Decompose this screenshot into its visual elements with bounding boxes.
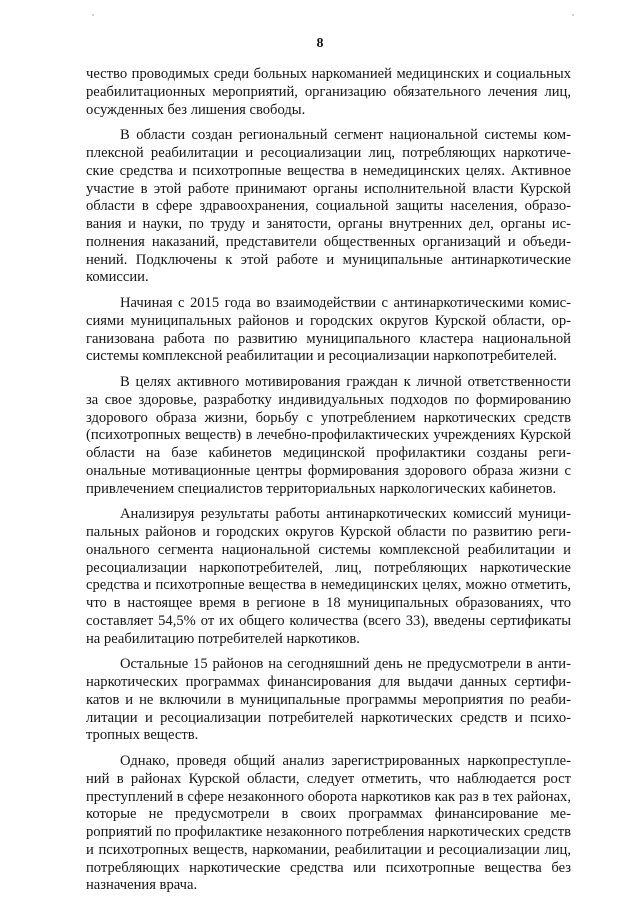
document-body [86, 66, 571, 895]
paragraph-continuation: чество проводимых среди больных наркоманией медицинских и социальных реабилитационных мероприятий, организацию обязательного лечения лиц, осужденных без лишения свободы. [86, 66, 571, 118]
paragraph-municipal-cluster: Начиная с 2015 года во взаимодействии с антинаркотическими комиссиями муниципальных районов и городских округов Курской области, организована работа по развитию муниципального кластера национальной системы комплексной реабилитации и ресоциализации наркопотребителей. [86, 295, 571, 365]
scan-mark [572, 14, 574, 16]
page-number: 8 [316, 36, 324, 51]
paragraph-analysis-certificates: Анализируя результаты работы антинаркотических комиссий муниципальных районов и городских округов Курской области по развитию регионального сегмента национальной системы комплексной реабилитации и ресоциализации наркопотребителей, лиц, потребляющих наркотические средства и психотропные вещества в немедицинских целях, можно отметить, что в настоящее время в регионе в 18 муниципальных образованиях, что составляет 54,5% от их общего количества (всего 33), введены сертификаты на реабилитацию потребителей наркотиков. [86, 506, 571, 647]
paragraph-crime-growth: Однако, проведя общий анализ зарегистрированных наркопреступлений в районах Курской области, следует отметить, что наблюдается рост преступлений в сфере незаконного оборота наркотиков как раз в тех районах, которые не предусмотрели в своих программах финансирование мероприятий по профилактике незаконного потребления наркотических средств и психотропных веществ, наркомании, реабилитации и ресоциализации лиц, потребляющих наркотические средства или психотропные вещества без назначения врача. [86, 753, 571, 894]
paragraph-regional-segment: В области создан региональный сегмент национальной системы комплексной реабилитации и ресоциализации лиц, потребляющих наркотические средства и психотропные вещества в немедицинских целях. Активное участие в этой работе принимают органы исполнительной власти Курской области в сфере здравоохранения, социальной защиты населения, образования и науки, по труду и занятости, органы внутренних дел, органы исполнения наказаний, представители общественных организаций и объединений. Подключены к этой работе и муниципальные антинаркотические комиссии. [86, 127, 571, 286]
scan-mark [92, 14, 94, 16]
paragraph-remaining-districts: Остальные 15 районов на сегодняшний день не предусмотрели в антинаркотических программах финансирования для выдачи данных сертификатов и не включили в муниципальные программы мероприятия по реабилитации и ресоциализации потребителей наркотических средств и психотропных веществ. [86, 656, 571, 744]
paragraph-motivation-centers: В целях активного мотивирования граждан к личной ответственности за свое здоровье, разработку индивидуальных подходов по формированию здорового образа жизни, борьбу с употреблением наркотических средств (психотропных веществ) в лечебно-профилактических учреждениях Курской области на базе кабинетов медицинской профилактики созданы региональные мотивационные центры формирования здорового образа жизни с привлечением специалистов территориальных наркологических кабинетов. [86, 374, 571, 497]
